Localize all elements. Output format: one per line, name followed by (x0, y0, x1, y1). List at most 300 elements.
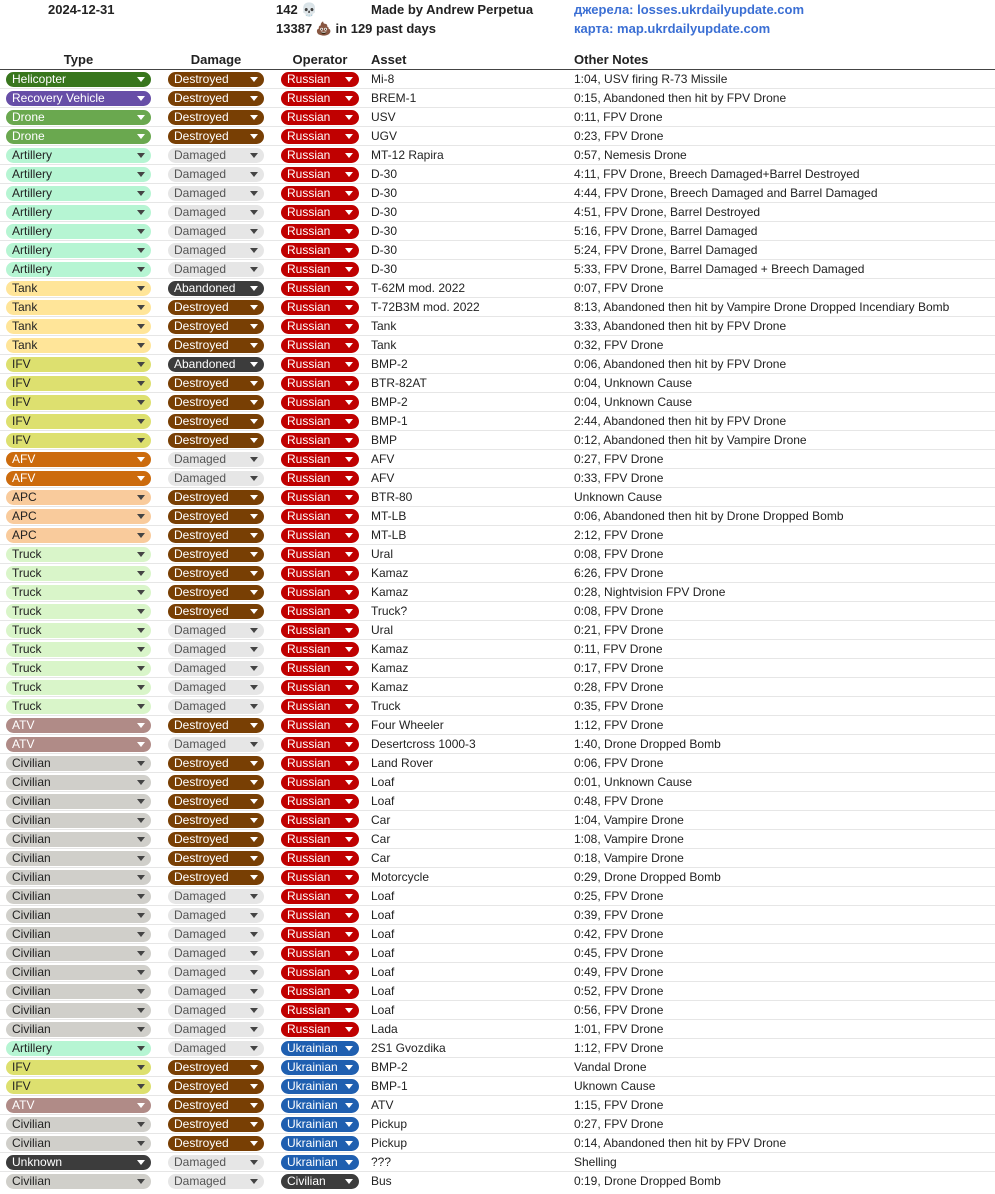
damage-dropdown[interactable] (168, 186, 264, 201)
type-dropdown[interactable] (6, 110, 151, 125)
notes-cell[interactable]: 5:16, FPV Drone, Barrel Damaged (574, 224, 758, 238)
operator-dropdown[interactable] (281, 414, 359, 429)
notes-cell[interactable]: 0:23, FPV Drone (574, 129, 664, 143)
notes-cell[interactable]: 1:40, Drone Dropped Bomb (574, 737, 721, 751)
damage-dropdown[interactable] (168, 1155, 264, 1170)
asset-cell[interactable]: BTR-80 (371, 490, 413, 504)
damage-dropdown[interactable] (168, 1174, 264, 1189)
damage-dropdown[interactable] (168, 623, 264, 638)
type-dropdown[interactable] (6, 1041, 151, 1056)
notes-cell[interactable]: 0:04, Unknown Cause (574, 376, 693, 390)
notes-cell[interactable]: 1:04, USV firing R-73 Missile (574, 72, 728, 86)
asset-cell[interactable]: USV (371, 110, 396, 124)
notes-cell[interactable]: 0:33, FPV Drone (574, 471, 664, 485)
type-dropdown[interactable] (6, 1117, 151, 1132)
operator-dropdown[interactable] (281, 699, 359, 714)
notes-cell[interactable]: 1:12, FPV Drone (574, 718, 664, 732)
operator-dropdown[interactable] (281, 908, 359, 923)
notes-cell[interactable]: Vandal Drone (574, 1060, 647, 1074)
type-dropdown[interactable] (6, 433, 151, 448)
asset-cell[interactable]: ??? (371, 1155, 392, 1169)
operator-dropdown[interactable] (281, 395, 359, 410)
notes-cell[interactable]: 0:56, FPV Drone (574, 1003, 664, 1017)
type-dropdown[interactable] (6, 528, 151, 543)
notes-cell[interactable]: 0:08, FPV Drone (574, 604, 664, 618)
damage-dropdown[interactable] (168, 300, 264, 315)
damage-dropdown[interactable] (168, 376, 264, 391)
damage-dropdown[interactable] (168, 338, 264, 353)
asset-cell[interactable]: Loaf (371, 927, 395, 941)
notes-cell[interactable]: 0:18, Vampire Drone (574, 851, 684, 865)
asset-cell[interactable]: AFV (371, 452, 395, 466)
damage-dropdown[interactable] (168, 927, 264, 942)
damage-dropdown[interactable] (168, 870, 264, 885)
type-dropdown[interactable] (6, 965, 151, 980)
type-dropdown[interactable] (6, 357, 151, 372)
damage-dropdown[interactable] (168, 1136, 264, 1151)
damage-dropdown[interactable] (168, 604, 264, 619)
operator-dropdown[interactable] (281, 566, 359, 581)
operator-dropdown[interactable] (281, 186, 359, 201)
damage-dropdown[interactable] (168, 1041, 264, 1056)
operator-dropdown[interactable] (281, 148, 359, 163)
type-dropdown[interactable] (6, 547, 151, 562)
type-dropdown[interactable] (6, 262, 151, 277)
asset-cell[interactable]: Kamaz (371, 661, 409, 675)
notes-cell[interactable]: 0:04, Unknown Cause (574, 395, 693, 409)
notes-cell[interactable]: 0:28, Nightvision FPV Drone (574, 585, 726, 599)
operator-dropdown[interactable] (281, 870, 359, 885)
notes-cell[interactable]: 0:25, FPV Drone (574, 889, 664, 903)
asset-cell[interactable]: Four Wheeler (371, 718, 444, 732)
damage-dropdown[interactable] (168, 357, 264, 372)
type-dropdown[interactable] (6, 1022, 151, 1037)
asset-cell[interactable]: Kamaz (371, 642, 409, 656)
type-dropdown[interactable] (6, 186, 151, 201)
column-header-type[interactable]: Type (63, 52, 94, 67)
notes-cell[interactable]: 1:01, FPV Drone (574, 1022, 664, 1036)
operator-dropdown[interactable] (281, 623, 359, 638)
damage-dropdown[interactable] (168, 889, 264, 904)
asset-cell[interactable]: MT-LB (371, 509, 407, 523)
notes-cell[interactable]: 1:15, FPV Drone (574, 1098, 664, 1112)
notes-cell[interactable]: 0:52, FPV Drone (574, 984, 664, 998)
type-dropdown[interactable] (6, 604, 151, 619)
damage-dropdown[interactable] (168, 91, 264, 106)
type-dropdown[interactable] (6, 129, 151, 144)
asset-cell[interactable]: Loaf (371, 889, 395, 903)
operator-dropdown[interactable] (281, 376, 359, 391)
asset-cell[interactable]: Tank (371, 319, 397, 333)
damage-dropdown[interactable] (168, 395, 264, 410)
column-header-damage[interactable]: Damage (190, 52, 242, 67)
type-dropdown[interactable] (6, 1174, 151, 1189)
type-dropdown[interactable] (6, 224, 151, 239)
notes-cell[interactable]: 0:48, FPV Drone (574, 794, 664, 808)
notes-cell[interactable]: 0:57, Nemesis Drone (574, 148, 687, 162)
type-dropdown[interactable] (6, 737, 151, 752)
damage-dropdown[interactable] (168, 509, 264, 524)
notes-cell[interactable]: 0:15, Abandoned then hit by FPV Drone (574, 91, 787, 105)
damage-dropdown[interactable] (168, 281, 264, 296)
type-dropdown[interactable] (6, 908, 151, 923)
damage-dropdown[interactable] (168, 471, 264, 486)
type-dropdown[interactable] (6, 642, 151, 657)
asset-cell[interactable]: D-30 (371, 205, 398, 219)
operator-dropdown[interactable] (281, 604, 359, 619)
type-dropdown[interactable] (6, 680, 151, 695)
asset-cell[interactable]: D-30 (371, 224, 398, 238)
operator-dropdown[interactable] (281, 1041, 359, 1056)
notes-cell[interactable]: 0:06, Abandoned then hit by Drone Dropped Bomb (574, 509, 844, 523)
operator-dropdown[interactable] (281, 509, 359, 524)
operator-dropdown[interactable] (281, 1155, 359, 1170)
type-dropdown[interactable] (6, 1060, 151, 1075)
type-dropdown[interactable] (6, 167, 151, 182)
type-dropdown[interactable] (6, 813, 151, 828)
damage-dropdown[interactable] (168, 167, 264, 182)
asset-cell[interactable]: 2S1 Gvozdika (371, 1041, 446, 1055)
type-dropdown[interactable] (6, 794, 151, 809)
type-dropdown[interactable] (6, 338, 151, 353)
type-dropdown[interactable] (6, 1003, 151, 1018)
notes-cell[interactable]: 0:27, FPV Drone (574, 452, 664, 466)
operator-dropdown[interactable] (281, 1117, 359, 1132)
asset-cell[interactable]: Mi-8 (371, 72, 395, 86)
asset-cell[interactable]: Loaf (371, 908, 395, 922)
damage-dropdown[interactable] (168, 661, 264, 676)
damage-dropdown[interactable] (168, 1022, 264, 1037)
asset-cell[interactable]: D-30 (371, 186, 398, 200)
operator-dropdown[interactable] (281, 718, 359, 733)
damage-dropdown[interactable] (168, 205, 264, 220)
type-dropdown[interactable] (6, 699, 151, 714)
notes-cell[interactable]: 0:49, FPV Drone (574, 965, 664, 979)
asset-cell[interactable]: Loaf (371, 965, 395, 979)
notes-cell[interactable]: 0:06, Abandoned then hit by FPV Drone (574, 357, 787, 371)
damage-dropdown[interactable] (168, 1003, 264, 1018)
operator-dropdown[interactable] (281, 319, 359, 334)
asset-cell[interactable]: Car (371, 813, 391, 827)
damage-dropdown[interactable] (168, 699, 264, 714)
asset-cell[interactable]: BMP-2 (371, 357, 408, 371)
type-dropdown[interactable] (6, 851, 151, 866)
damage-dropdown[interactable] (168, 414, 264, 429)
notes-cell[interactable]: 0:17, FPV Drone (574, 661, 664, 675)
notes-cell[interactable]: Unknown Cause (574, 490, 663, 504)
operator-dropdown[interactable] (281, 585, 359, 600)
type-dropdown[interactable] (6, 566, 151, 581)
operator-dropdown[interactable] (281, 1098, 359, 1113)
notes-cell[interactable]: 4:11, FPV Drone, Breech Damaged+Barrel Destroyed (574, 167, 860, 181)
asset-cell[interactable]: Lada (371, 1022, 398, 1036)
damage-dropdown[interactable] (168, 129, 264, 144)
operator-dropdown[interactable] (281, 737, 359, 752)
notes-cell[interactable]: 4:51, FPV Drone, Barrel Destroyed (574, 205, 761, 219)
type-dropdown[interactable] (6, 718, 151, 733)
type-dropdown[interactable] (6, 889, 151, 904)
asset-cell[interactable]: Loaf (371, 984, 395, 998)
type-dropdown[interactable] (6, 1136, 151, 1151)
notes-cell[interactable]: 6:26, FPV Drone (574, 566, 664, 580)
operator-dropdown[interactable] (281, 813, 359, 828)
type-dropdown[interactable] (6, 281, 151, 296)
notes-cell[interactable]: 0:32, FPV Drone (574, 338, 664, 352)
asset-cell[interactable]: Kamaz (371, 680, 409, 694)
operator-dropdown[interactable] (281, 851, 359, 866)
type-dropdown[interactable] (6, 490, 151, 505)
operator-dropdown[interactable] (281, 471, 359, 486)
asset-cell[interactable]: T-72B3M mod. 2022 (371, 300, 480, 314)
operator-dropdown[interactable] (281, 300, 359, 315)
operator-dropdown[interactable] (281, 832, 359, 847)
asset-cell[interactable]: Car (371, 832, 391, 846)
notes-cell[interactable]: 0:07, FPV Drone (574, 281, 664, 295)
sources-link[interactable]: джерела: losses.ukrdailyupdate.com (574, 2, 805, 17)
notes-cell[interactable]: 5:24, FPV Drone, Barrel Damaged (574, 243, 758, 257)
asset-cell[interactable]: Desertcross 1000-3 (371, 737, 476, 751)
type-dropdown[interactable] (6, 984, 151, 999)
notes-cell[interactable]: 8:13, Abandoned then hit by Vampire Drone Dropped Incendiary Bomb (574, 300, 950, 314)
operator-dropdown[interactable] (281, 661, 359, 676)
operator-dropdown[interactable] (281, 1003, 359, 1018)
operator-dropdown[interactable] (281, 129, 359, 144)
type-dropdown[interactable] (6, 452, 151, 467)
notes-cell[interactable]: 0:39, FPV Drone (574, 908, 664, 922)
notes-cell[interactable]: 0:12, Abandoned then hit by Vampire Drone (574, 433, 807, 447)
asset-cell[interactable]: Truck (371, 699, 401, 713)
asset-cell[interactable]: BMP-2 (371, 395, 408, 409)
operator-dropdown[interactable] (281, 889, 359, 904)
type-dropdown[interactable] (6, 775, 151, 790)
asset-cell[interactable]: BMP-1 (371, 1079, 408, 1093)
column-header-operator[interactable]: Operator (292, 52, 348, 67)
notes-cell[interactable]: 0:35, FPV Drone (574, 699, 664, 713)
operator-dropdown[interactable] (281, 680, 359, 695)
damage-dropdown[interactable] (168, 585, 264, 600)
asset-cell[interactable]: D-30 (371, 243, 398, 257)
operator-dropdown[interactable] (281, 775, 359, 790)
asset-cell[interactable]: Land Rover (371, 756, 434, 770)
type-dropdown[interactable] (6, 205, 151, 220)
damage-dropdown[interactable] (168, 794, 264, 809)
asset-cell[interactable]: BTR-82AT (371, 376, 427, 390)
operator-dropdown[interactable] (281, 984, 359, 999)
damage-dropdown[interactable] (168, 148, 264, 163)
notes-cell[interactable]: 2:44, Abandoned then hit by FPV Drone (574, 414, 787, 428)
asset-cell[interactable]: D-30 (371, 262, 398, 276)
operator-dropdown[interactable] (281, 946, 359, 961)
asset-cell[interactable]: Loaf (371, 946, 395, 960)
operator-dropdown[interactable] (281, 528, 359, 543)
damage-dropdown[interactable] (168, 224, 264, 239)
damage-dropdown[interactable] (168, 984, 264, 999)
damage-dropdown[interactable] (168, 433, 264, 448)
asset-cell[interactable]: Kamaz (371, 566, 409, 580)
asset-cell[interactable]: ATV (371, 1098, 394, 1112)
type-dropdown[interactable] (6, 1079, 151, 1094)
asset-cell[interactable]: T-62M mod. 2022 (371, 281, 466, 295)
damage-dropdown[interactable] (168, 718, 264, 733)
operator-dropdown[interactable] (281, 794, 359, 809)
asset-cell[interactable]: Pickup (371, 1136, 408, 1150)
operator-dropdown[interactable] (281, 927, 359, 942)
notes-cell[interactable]: 2:12, FPV Drone (574, 528, 664, 542)
operator-dropdown[interactable] (281, 110, 359, 125)
asset-cell[interactable]: Ural (371, 623, 394, 637)
operator-dropdown[interactable] (281, 1022, 359, 1037)
operator-dropdown[interactable] (281, 281, 359, 296)
type-dropdown[interactable] (6, 91, 151, 106)
notes-cell[interactable]: 1:04, Vampire Drone (574, 813, 684, 827)
column-header-notes[interactable]: Other Notes (574, 52, 649, 67)
notes-cell[interactable]: 3:33, Abandoned then hit by FPV Drone (574, 319, 787, 333)
type-dropdown[interactable] (6, 395, 151, 410)
damage-dropdown[interactable] (168, 813, 264, 828)
operator-dropdown[interactable] (281, 1174, 359, 1189)
notes-cell[interactable]: 0:45, FPV Drone (574, 946, 664, 960)
asset-cell[interactable]: Ural (371, 547, 394, 561)
type-dropdown[interactable] (6, 471, 151, 486)
type-dropdown[interactable] (6, 585, 151, 600)
operator-dropdown[interactable] (281, 642, 359, 657)
notes-cell[interactable]: 0:42, FPV Drone (574, 927, 664, 941)
asset-cell[interactable]: MT-LB (371, 528, 407, 542)
asset-cell[interactable]: Kamaz (371, 585, 409, 599)
damage-dropdown[interactable] (168, 737, 264, 752)
damage-dropdown[interactable] (168, 243, 264, 258)
type-dropdown[interactable] (6, 300, 151, 315)
type-dropdown[interactable] (6, 927, 151, 942)
damage-dropdown[interactable] (168, 528, 264, 543)
operator-dropdown[interactable] (281, 262, 359, 277)
type-dropdown[interactable] (6, 376, 151, 391)
asset-cell[interactable]: BMP-2 (371, 1060, 408, 1074)
damage-dropdown[interactable] (168, 72, 264, 87)
operator-dropdown[interactable] (281, 205, 359, 220)
damage-dropdown[interactable] (168, 1117, 264, 1132)
operator-dropdown[interactable] (281, 167, 359, 182)
asset-cell[interactable]: AFV (371, 471, 395, 485)
type-dropdown[interactable] (6, 832, 151, 847)
damage-dropdown[interactable] (168, 965, 264, 980)
type-dropdown[interactable] (6, 1098, 151, 1113)
damage-dropdown[interactable] (168, 262, 264, 277)
column-header-asset[interactable]: Asset (371, 52, 407, 67)
notes-cell[interactable]: 0:29, Drone Dropped Bomb (574, 870, 721, 884)
asset-cell[interactable]: Loaf (371, 794, 395, 808)
operator-dropdown[interactable] (281, 1136, 359, 1151)
asset-cell[interactable]: MT-12 Rapira (371, 148, 444, 162)
damage-dropdown[interactable] (168, 946, 264, 961)
operator-dropdown[interactable] (281, 243, 359, 258)
type-dropdown[interactable] (6, 661, 151, 676)
type-dropdown[interactable] (6, 623, 151, 638)
asset-cell[interactable]: Bus (371, 1174, 392, 1188)
operator-dropdown[interactable] (281, 1079, 359, 1094)
damage-dropdown[interactable] (168, 908, 264, 923)
map-link[interactable]: карта: map.ukrdailyupdate.com (574, 21, 771, 36)
asset-cell[interactable]: UGV (371, 129, 398, 143)
notes-cell[interactable]: 0:08, FPV Drone (574, 547, 664, 561)
type-dropdown[interactable] (6, 509, 151, 524)
type-dropdown[interactable] (6, 1155, 151, 1170)
operator-dropdown[interactable] (281, 547, 359, 562)
operator-dropdown[interactable] (281, 756, 359, 771)
operator-dropdown[interactable] (281, 91, 359, 106)
asset-cell[interactable]: Loaf (371, 775, 395, 789)
asset-cell[interactable]: D-30 (371, 167, 398, 181)
asset-cell[interactable]: Car (371, 851, 391, 865)
damage-dropdown[interactable] (168, 566, 264, 581)
asset-cell[interactable]: BREM-1 (371, 91, 417, 105)
notes-cell[interactable]: 0:27, FPV Drone (574, 1117, 664, 1131)
operator-dropdown[interactable] (281, 338, 359, 353)
notes-cell[interactable]: 0:11, FPV Drone (574, 642, 663, 656)
asset-cell[interactable]: Truck? (371, 604, 408, 618)
damage-dropdown[interactable] (168, 642, 264, 657)
damage-dropdown[interactable] (168, 110, 264, 125)
damage-dropdown[interactable] (168, 1060, 264, 1075)
notes-cell[interactable]: 1:12, FPV Drone (574, 1041, 664, 1055)
notes-cell[interactable]: 1:08, Vampire Drone (574, 832, 684, 846)
damage-dropdown[interactable] (168, 452, 264, 467)
damage-dropdown[interactable] (168, 490, 264, 505)
type-dropdown[interactable] (6, 414, 151, 429)
notes-cell[interactable]: 0:19, Drone Dropped Bomb (574, 1174, 721, 1188)
type-dropdown[interactable] (6, 72, 151, 87)
operator-dropdown[interactable] (281, 72, 359, 87)
asset-cell[interactable]: Tank (371, 338, 397, 352)
asset-cell[interactable]: BMP-1 (371, 414, 408, 428)
notes-cell[interactable]: 5:33, FPV Drone, Barrel Damaged + Breech Damaged (574, 262, 865, 276)
notes-cell[interactable]: 0:28, FPV Drone (574, 680, 664, 694)
operator-dropdown[interactable] (281, 965, 359, 980)
notes-cell[interactable]: Uknown Cause (574, 1079, 656, 1093)
damage-dropdown[interactable] (168, 756, 264, 771)
operator-dropdown[interactable] (281, 490, 359, 505)
damage-dropdown[interactable] (168, 680, 264, 695)
type-dropdown[interactable] (6, 756, 151, 771)
notes-cell[interactable]: Shelling (574, 1155, 617, 1169)
notes-cell[interactable]: 0:14, Abandoned then hit by FPV Drone (574, 1136, 787, 1150)
asset-cell[interactable]: Loaf (371, 1003, 395, 1017)
type-dropdown[interactable] (6, 946, 151, 961)
damage-dropdown[interactable] (168, 775, 264, 790)
asset-cell[interactable]: Pickup (371, 1117, 408, 1131)
operator-dropdown[interactable] (281, 452, 359, 467)
damage-dropdown[interactable] (168, 547, 264, 562)
damage-dropdown[interactable] (168, 851, 264, 866)
damage-dropdown[interactable] (168, 1079, 264, 1094)
notes-cell[interactable]: 0:21, FPV Drone (574, 623, 664, 637)
damage-dropdown[interactable] (168, 832, 264, 847)
operator-dropdown[interactable] (281, 433, 359, 448)
operator-dropdown[interactable] (281, 357, 359, 372)
type-dropdown[interactable] (6, 319, 151, 334)
notes-cell[interactable]: 0:11, FPV Drone (574, 110, 663, 124)
asset-cell[interactable]: Motorcycle (371, 870, 430, 884)
notes-cell[interactable]: 0:01, Unknown Cause (574, 775, 693, 789)
notes-cell[interactable]: 0:06, FPV Drone (574, 756, 664, 770)
asset-cell[interactable]: BMP (371, 433, 398, 447)
notes-cell[interactable]: 4:44, FPV Drone, Breech Damaged and Barrel Damaged (574, 186, 878, 200)
damage-dropdown[interactable] (168, 1098, 264, 1113)
operator-dropdown[interactable] (281, 1060, 359, 1075)
type-dropdown[interactable] (6, 148, 151, 163)
type-dropdown[interactable] (6, 870, 151, 885)
operator-dropdown[interactable] (281, 224, 359, 239)
